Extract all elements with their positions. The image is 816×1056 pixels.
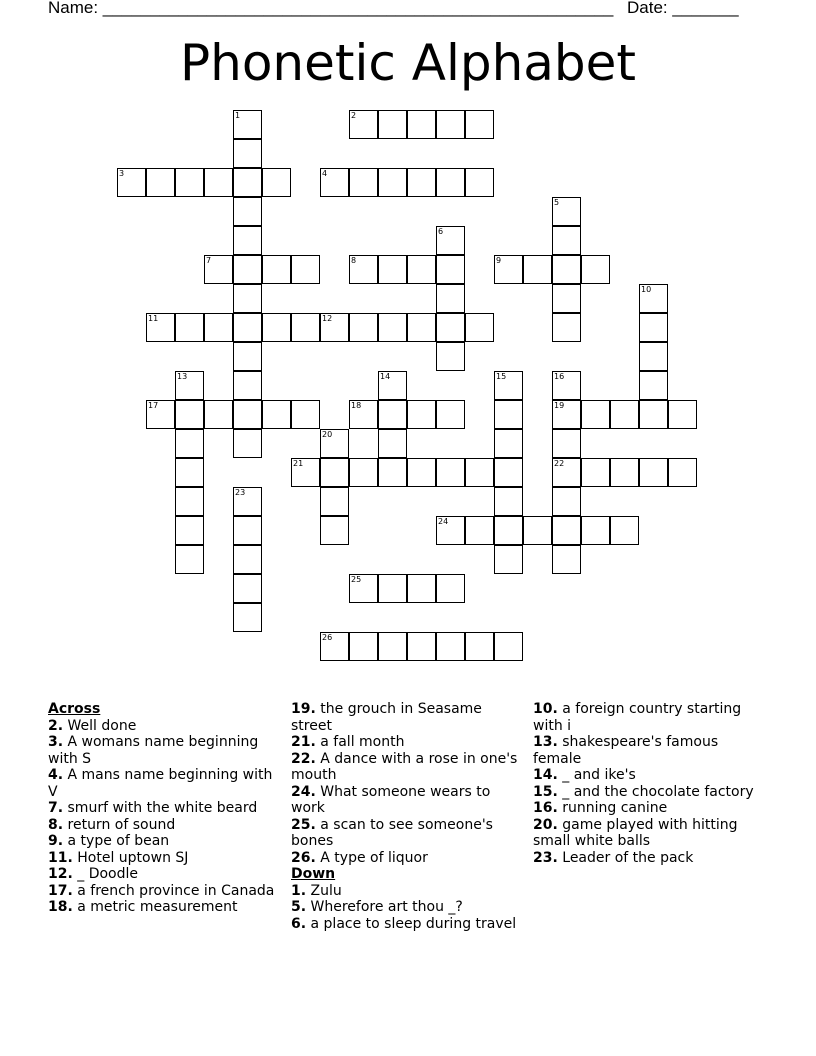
grid-cell[interactable] — [291, 313, 320, 342]
grid-cell[interactable] — [349, 168, 378, 197]
grid-cell[interactable] — [378, 255, 407, 284]
grid-cell[interactable] — [436, 313, 465, 342]
clue-text: A type of liquor — [315, 849, 428, 866]
grid-cell[interactable] — [494, 458, 523, 487]
cell-number: 2 — [351, 111, 357, 120]
grid-cell[interactable] — [291, 255, 320, 284]
cell-number: 14 — [380, 372, 391, 381]
grid-cell[interactable] — [494, 429, 523, 458]
down-clue — [533, 701, 765, 734]
grid-cell[interactable] — [639, 371, 668, 400]
clue-text: Wherefore art thou _? — [306, 899, 463, 915]
clue-column-2 — [291, 701, 523, 932]
grid-cell[interactable] — [494, 632, 523, 661]
name-blank[interactable]: ______________________________________________________ — [102, 0, 614, 17]
clue-number: 21. — [291, 734, 316, 750]
grid-cell[interactable] — [378, 458, 407, 487]
grid-cell[interactable] — [262, 168, 291, 197]
clue-number: 6. — [291, 915, 307, 932]
clue-text: Hotel uptown SJ — [72, 849, 189, 866]
grid-cell[interactable] — [668, 458, 697, 487]
grid-cell[interactable] — [436, 458, 465, 487]
grid-cell[interactable] — [233, 313, 262, 342]
grid-cell[interactable] — [378, 168, 407, 197]
grid-cell[interactable] — [465, 313, 494, 342]
grid-cell[interactable] — [349, 313, 378, 342]
grid-cell[interactable] — [639, 458, 668, 487]
clue-text: _ and the chocolate factory — [557, 783, 754, 800]
clue-text: a scan to see someone's bones — [291, 816, 493, 849]
across-clue — [48, 800, 280, 817]
grid-cell[interactable] — [465, 516, 494, 545]
cell-number: 5 — [554, 198, 560, 207]
down-clue — [533, 850, 765, 867]
down-clue — [291, 899, 523, 916]
cell-number: 23 — [235, 488, 246, 497]
across-clue — [48, 866, 280, 883]
cell-number: 12 — [322, 314, 333, 323]
across-clue — [48, 850, 280, 867]
across-clue — [48, 833, 280, 850]
clue-text: _ and ike's — [557, 767, 636, 783]
cell-number: 18 — [351, 401, 362, 410]
cell-number: 13 — [177, 372, 188, 381]
grid-cell[interactable] — [465, 168, 494, 197]
clue-text: a metric measurement — [72, 899, 238, 915]
grid-cell[interactable] — [552, 313, 581, 342]
grid-cell[interactable] — [407, 400, 436, 429]
across-heading: Across — [48, 701, 101, 717]
grid-cell[interactable] — [378, 400, 407, 429]
grid-cell[interactable] — [175, 400, 204, 429]
grid-cell[interactable] — [320, 487, 349, 516]
grid-cell[interactable] — [204, 168, 233, 197]
across-clue — [48, 817, 280, 834]
grid-cell[interactable] — [175, 516, 204, 545]
clue-text: a foreign country starting with i — [533, 701, 742, 734]
across-clue — [291, 734, 523, 751]
grid-cell[interactable] — [581, 458, 610, 487]
grid-cell[interactable] — [349, 632, 378, 661]
grid-cell[interactable] — [407, 168, 436, 197]
grid-cell[interactable] — [639, 342, 668, 371]
down-clue — [533, 784, 765, 801]
across-clue — [291, 701, 523, 734]
down-clue — [291, 916, 523, 933]
grid-cell[interactable] — [175, 458, 204, 487]
across-clue — [48, 883, 280, 900]
across-clue — [291, 751, 523, 784]
grid-cell[interactable] — [407, 255, 436, 284]
grid-cell[interactable] — [436, 110, 465, 139]
clue-number: 1. — [291, 882, 307, 899]
across-clue — [291, 784, 523, 817]
grid-cell[interactable] — [552, 545, 581, 574]
grid-cell[interactable] — [523, 255, 552, 284]
grid-cell[interactable] — [262, 255, 291, 284]
clue-number: 22. — [291, 750, 316, 767]
clue-number: 9. — [48, 833, 64, 849]
grid-cell[interactable] — [407, 632, 436, 661]
cell-number: 26 — [322, 633, 333, 642]
grid-cell[interactable] — [233, 400, 262, 429]
grid-cell[interactable] — [378, 110, 407, 139]
clue-text: return of sound — [63, 816, 176, 833]
cell-number: 3 — [119, 169, 125, 178]
grid-cell[interactable] — [175, 487, 204, 516]
clue-text: shakespeare's famous female — [533, 734, 719, 767]
grid-cell[interactable] — [494, 400, 523, 429]
grid-cell[interactable] — [436, 168, 465, 197]
down-clue — [533, 767, 765, 784]
grid-cell[interactable] — [233, 197, 262, 226]
down-heading: Down — [291, 866, 336, 882]
cell-number: 16 — [554, 372, 565, 381]
clue-number: 7. — [48, 800, 64, 816]
clue-text: smurf with the white beard — [63, 800, 258, 816]
clue-number: 2. — [48, 717, 64, 734]
grid-cell[interactable] — [291, 400, 320, 429]
clue-text: A mans name beginning with V — [48, 767, 273, 800]
down-clue — [533, 800, 765, 817]
grid-cell[interactable] — [146, 168, 175, 197]
grid-cell[interactable] — [465, 458, 494, 487]
grid-cell[interactable] — [233, 342, 262, 371]
grid-cell[interactable] — [233, 168, 262, 197]
clue-number: 17. — [48, 882, 73, 899]
grid-cell[interactable] — [465, 110, 494, 139]
cell-number: 25 — [351, 575, 362, 584]
clue-number: 13. — [533, 734, 558, 750]
cell-number: 17 — [148, 401, 159, 410]
grid-cell[interactable] — [233, 603, 262, 632]
clue-text: a type of bean — [63, 833, 170, 849]
across-clue — [291, 817, 523, 850]
grid-cell[interactable] — [349, 458, 378, 487]
grid-cell[interactable] — [494, 545, 523, 574]
name-label: Name: — [48, 0, 103, 17]
cell-number: 7 — [206, 256, 212, 265]
grid-cell[interactable] — [378, 429, 407, 458]
date-blank[interactable]: _______ — [672, 0, 739, 17]
clue-number: 4. — [48, 767, 64, 783]
clue-number: 24. — [291, 783, 316, 800]
clue-column-1 — [48, 701, 280, 916]
grid-cell[interactable] — [552, 487, 581, 516]
grid-cell[interactable] — [320, 458, 349, 487]
clue-number: 3. — [48, 734, 64, 750]
grid-cell[interactable] — [581, 516, 610, 545]
grid-cell[interactable] — [204, 313, 233, 342]
grid-cell[interactable] — [378, 632, 407, 661]
grid-cell[interactable] — [436, 284, 465, 313]
cell-number: 11 — [148, 314, 159, 323]
across-clue — [48, 718, 280, 735]
grid-cell[interactable] — [552, 284, 581, 313]
clue-text: _ Doodle — [72, 866, 139, 882]
cell-number: 20 — [322, 430, 333, 439]
grid-cell[interactable] — [610, 458, 639, 487]
grid-cell[interactable] — [407, 313, 436, 342]
clue-number: 10. — [533, 701, 558, 717]
grid-cell[interactable] — [233, 429, 262, 458]
clue-text: A dance with a rose in one's mouth — [291, 750, 518, 783]
grid-cell[interactable] — [436, 632, 465, 661]
grid-cell[interactable] — [175, 168, 204, 197]
grid-cell[interactable] — [494, 487, 523, 516]
cell-number: 8 — [351, 256, 357, 265]
grid-cell[interactable] — [175, 429, 204, 458]
cell-number: 1 — [235, 111, 241, 120]
across-clue — [291, 850, 523, 867]
grid-cell[interactable] — [610, 400, 639, 429]
grid-cell[interactable] — [465, 632, 494, 661]
down-clue — [533, 817, 765, 850]
cell-number: 22 — [554, 459, 565, 468]
down-clue — [291, 883, 523, 900]
grid-cell[interactable] — [523, 516, 552, 545]
grid-cell[interactable] — [668, 400, 697, 429]
clue-text: the grouch in Seasame street — [291, 701, 482, 734]
clue-text: game played with hitting small white balls — [533, 816, 738, 849]
grid-cell[interactable] — [552, 255, 581, 284]
grid-cell[interactable] — [407, 110, 436, 139]
grid-cell[interactable] — [581, 255, 610, 284]
grid-cell[interactable] — [175, 313, 204, 342]
clue-number: 16. — [533, 800, 558, 816]
page-title: Phonetic Alphabet — [179, 34, 637, 92]
date-label: Date: — [627, 0, 673, 17]
clue-number: 23. — [533, 849, 558, 866]
cell-number: 21 — [293, 459, 304, 468]
clue-text: What someone wears to work — [291, 783, 491, 816]
grid-cell[interactable] — [262, 400, 291, 429]
grid-cell[interactable] — [639, 400, 668, 429]
grid-cell[interactable] — [233, 545, 262, 574]
cell-number: 10 — [641, 285, 652, 294]
clue-number: 11. — [48, 849, 73, 866]
grid-cell[interactable] — [552, 429, 581, 458]
grid-cell[interactable] — [262, 313, 291, 342]
grid-cell[interactable] — [639, 313, 668, 342]
cell-number: 9 — [496, 256, 502, 265]
clue-number: 25. — [291, 816, 316, 833]
grid-cell[interactable] — [552, 516, 581, 545]
grid-cell[interactable] — [552, 226, 581, 255]
grid-cell[interactable] — [175, 545, 204, 574]
clue-number: 20. — [533, 816, 558, 833]
grid-cell[interactable] — [610, 516, 639, 545]
clue-text: A womans name beginning with S — [48, 734, 259, 767]
clue-number: 14. — [533, 767, 558, 783]
clue-number: 15. — [533, 783, 558, 800]
grid-cell[interactable] — [233, 574, 262, 603]
cell-number: 19 — [554, 401, 565, 410]
down-clue — [533, 734, 765, 767]
grid-cell[interactable] — [436, 574, 465, 603]
grid-cell[interactable] — [233, 284, 262, 313]
clue-text: Leader of the pack — [557, 849, 694, 866]
clue-text: Well done — [63, 717, 137, 734]
grid-cell[interactable] — [233, 255, 262, 284]
cell-number: 15 — [496, 372, 507, 381]
grid-cell[interactable] — [320, 516, 349, 545]
grid-cell[interactable] — [581, 400, 610, 429]
grid-cell[interactable] — [494, 516, 523, 545]
grid-cell[interactable] — [378, 574, 407, 603]
clue-number: 26. — [291, 849, 316, 866]
grid-cell[interactable] — [407, 574, 436, 603]
grid-cell[interactable] — [233, 226, 262, 255]
grid-cell[interactable] — [407, 458, 436, 487]
grid-cell[interactable] — [204, 400, 233, 429]
grid-cell[interactable] — [436, 342, 465, 371]
clue-number: 12. — [48, 866, 73, 882]
grid-cell[interactable] — [378, 313, 407, 342]
cell-number: 6 — [438, 227, 444, 236]
cell-number: 24 — [438, 517, 449, 526]
clue-text: running canine — [557, 800, 668, 816]
clue-number: 5. — [291, 899, 307, 915]
grid-cell[interactable] — [436, 400, 465, 429]
grid-cell[interactable] — [233, 139, 262, 168]
clue-text: a french province in Canada — [72, 882, 275, 899]
cell-number: 4 — [322, 169, 328, 178]
clue-number: 19. — [291, 701, 316, 717]
clue-column-3 — [533, 701, 765, 866]
clue-text: a fall month — [315, 734, 405, 750]
grid-cell[interactable] — [436, 255, 465, 284]
across-clue — [48, 899, 280, 916]
grid-cell[interactable] — [233, 371, 262, 400]
clue-text: Zulu — [306, 882, 342, 899]
clue-text: a place to sleep during travel — [306, 915, 517, 932]
clue-number: 18. — [48, 899, 73, 915]
across-clue — [48, 734, 280, 767]
across-clue — [48, 767, 280, 800]
grid-cell[interactable] — [233, 516, 262, 545]
clue-number: 8. — [48, 816, 64, 833]
